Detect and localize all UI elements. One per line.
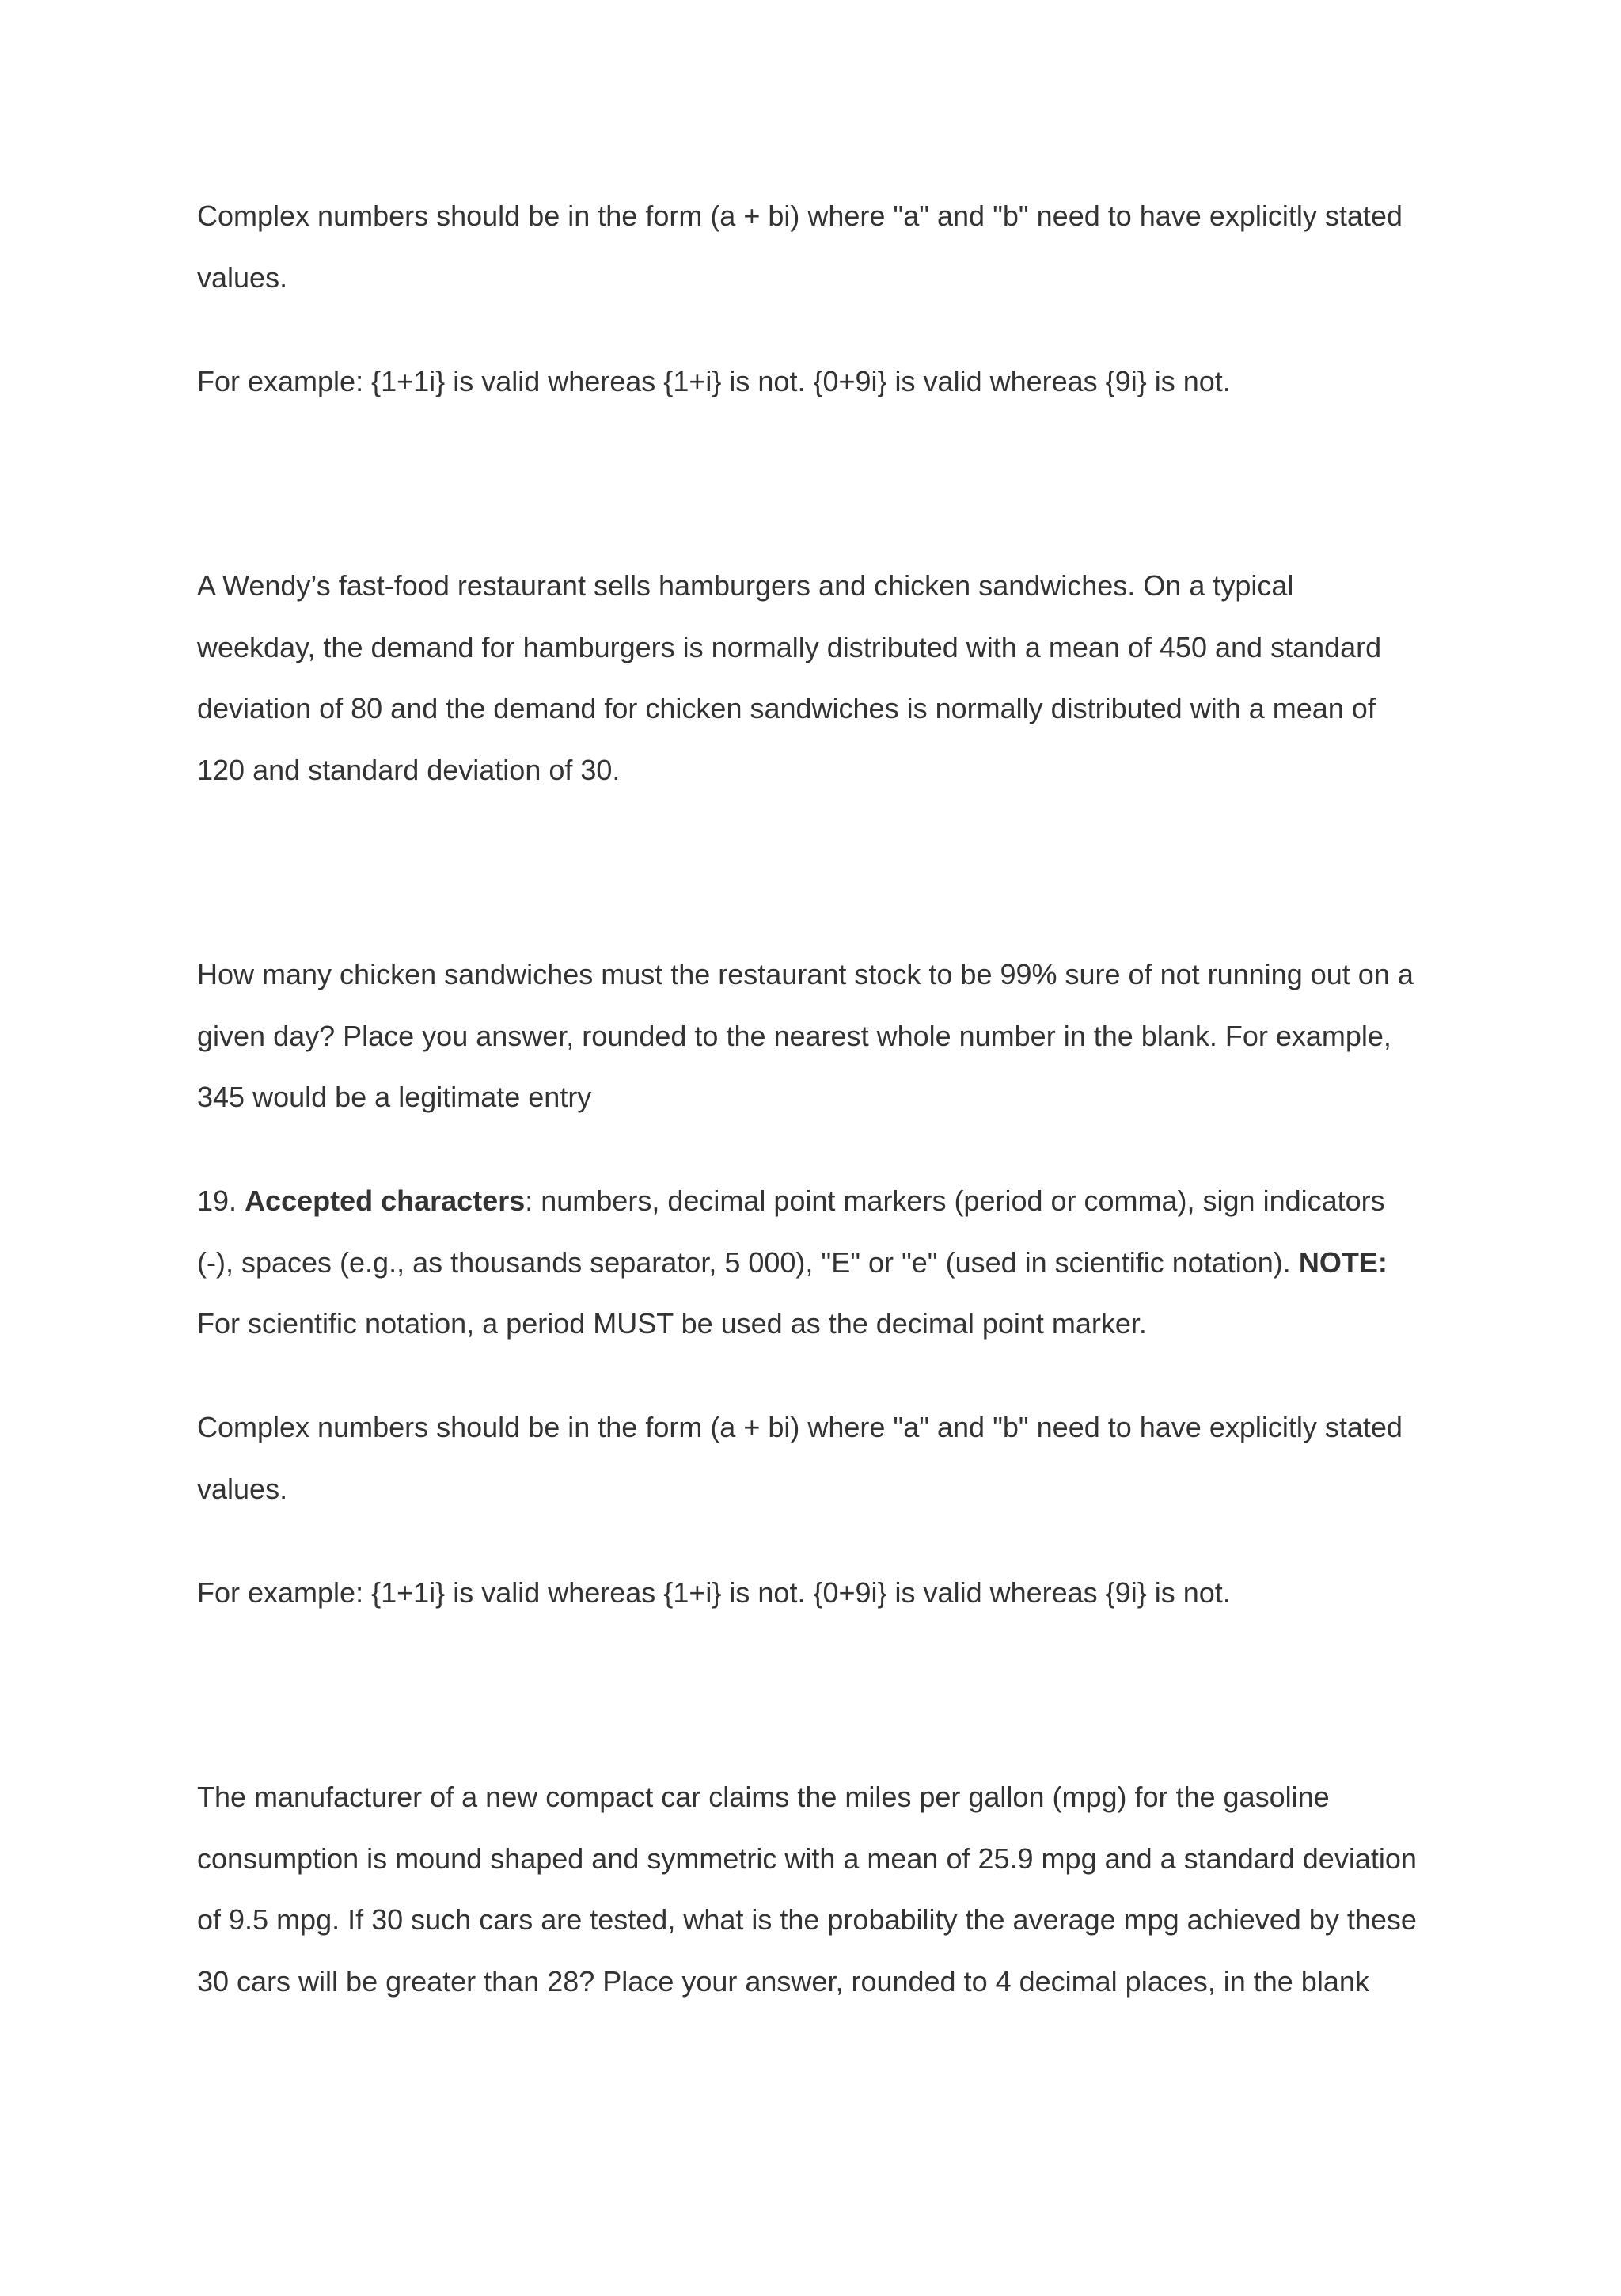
accepted-characters-note <box>197 1170 1479 1355</box>
text-line: values. <box>197 260 288 294</box>
text-line: weekday, the demand for hamburgers is normally distributed with a mean of 450 and standard <box>197 630 1382 663</box>
text-line: of 9.5 mpg. If 30 such cars are tested, what is the probability the average mpg achieved by these <box>197 1903 1417 1936</box>
complex-example-2 <box>197 1562 1479 1624</box>
text-line: For example: {1+1i} is valid whereas {1+i} is not. {0+9i} is valid whereas {9i} is not. <box>197 1576 1231 1609</box>
text-line: For scientific notation, a period MUST be used as the decimal point marker. <box>197 1307 1147 1340</box>
text-line: values. <box>197 1472 288 1505</box>
text-line <box>197 1232 1479 1294</box>
text-line: consumption is mound shaped and symmetric with a mean of 25.9 mpg and a standard deviation <box>197 1842 1417 1875</box>
text-line: 345 would be a legitimate entry <box>197 1081 592 1113</box>
text-line: 120 and standard deviation of 30. <box>197 753 621 786</box>
text-line: The manufacturer of a new compact car claims the miles per gallon (mpg) for the gasoline <box>197 1781 1330 1813</box>
complex-numbers-note-2 <box>197 1397 1479 1519</box>
text-line: 30 cars will be greater than 28? Place your answer, rounded to 4 decimal places, in the blank <box>197 1964 1369 1998</box>
text-line: Complex numbers should be in the form (a + bi) where "a" and "b" need to have explicitly stated <box>197 200 1403 232</box>
text-line: How many chicken sandwiches must the restaurant stock to be 99% sure of not running out on a <box>197 958 1414 990</box>
chicken-sandwich-question <box>197 944 1479 1128</box>
text-line: Complex numbers should be in the form (a + bi) where "a" and "b" need to have explicitly stated <box>197 1411 1403 1443</box>
text-line <box>197 1170 1479 1232</box>
complex-numbers-note-1 <box>197 185 1479 308</box>
text-line: given day? Place you answer, rounded to the nearest whole number in the blank. For example, <box>197 1019 1391 1052</box>
complex-example-1 <box>197 351 1479 412</box>
accepted-characters-text: (-), spaces (e.g., as thousands separator, 5 000), "E" or "e" (used in scientific notation). <box>197 1245 1291 1279</box>
note-label: NOTE: <box>1298 1245 1388 1279</box>
wendys-problem <box>197 555 1479 800</box>
item-number: 19. <box>197 1184 237 1217</box>
text-line: For example: {1+1i} is valid whereas {1+i} is not. {0+9i} is valid whereas {9i} is not. <box>197 365 1231 397</box>
text-line: deviation of 80 and the demand for chicken sandwiches is normally distributed with a mean of <box>197 692 1376 724</box>
accepted-characters-label: Accepted characters <box>245 1184 526 1217</box>
mpg-problem <box>197 1766 1479 2012</box>
accepted-characters-text: : numbers, decimal point markers (period or comma), sign indicators <box>525 1184 1385 1217</box>
text-line: A Wendy’s fast-food restaurant sells hamburgers and chicken sandwiches. On a typical <box>197 569 1294 602</box>
